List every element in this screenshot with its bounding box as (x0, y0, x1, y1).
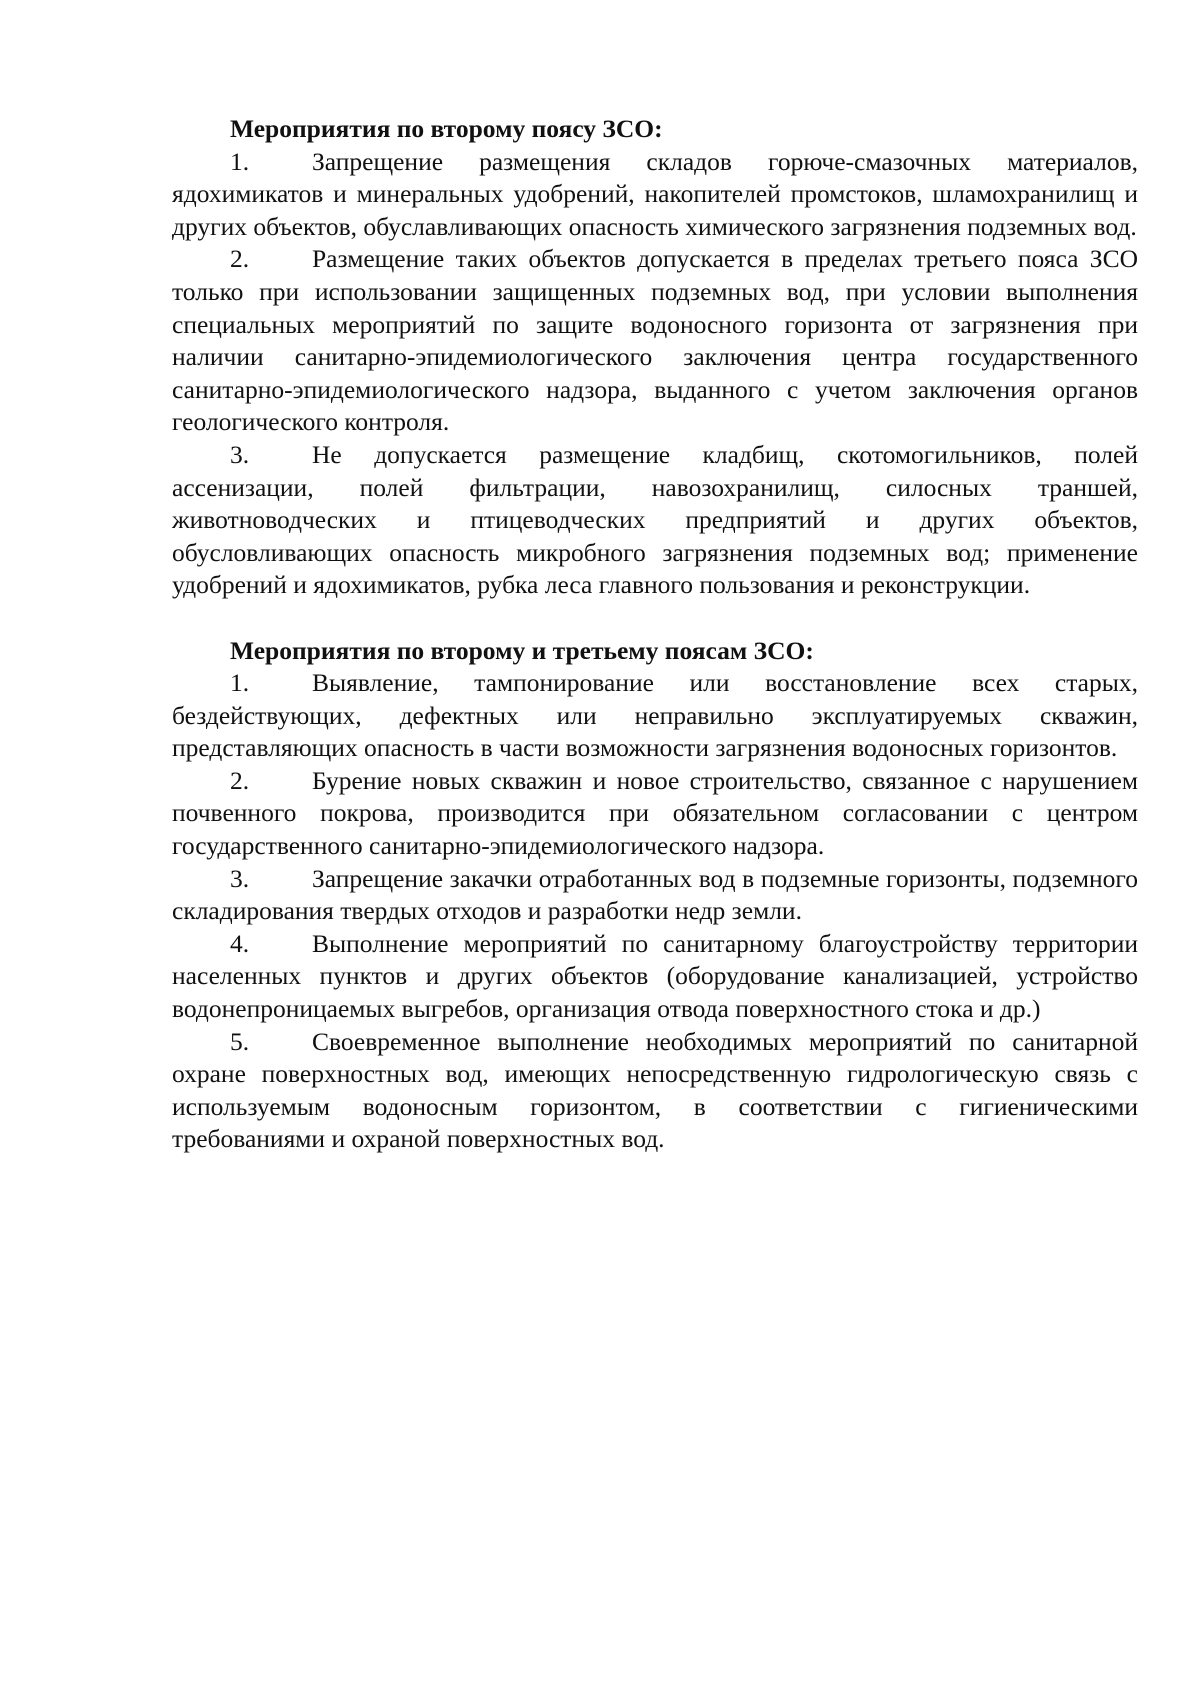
item-text: Выявление, тампонирование или восстановление всех старых, бездействующих, дефектных или неправильно эксплуатируемых скважин, представляющих опасность в части возможности загрязнения водоносных горизонтов. (172, 668, 1138, 763)
item-number: 1. (230, 146, 250, 176)
item-number: 5. (230, 1026, 250, 1056)
section-spacer (172, 602, 1138, 635)
section-second-third-belts (172, 635, 1138, 1157)
list-item (172, 243, 1138, 439)
item-text: Не допускается размещение кладбищ, скотомогильников, полей ассенизации, полей фильтрации, навозохранилищ, силосных траншей, животноводческих и птицеводческих предприятий и других объектов, обусловливающих опасность микробного загрязнения подземных вод; применение удобрений и ядохимикатов, рубка леса главного пользования и реконструкции. (172, 439, 1138, 600)
item-number: 1. (230, 668, 250, 698)
item-text: Своевременное выполнение необходимых мероприятий по санитарной охране поверхностных вод, имеющих непосредственную гидрологическую связь с используемым водоносным горизонтом, в соответствии с гигиеническими требованиями и охраной поверхностных вод. (172, 1026, 1138, 1154)
list-item (172, 146, 1138, 244)
list-item (172, 667, 1138, 765)
item-text: Запрещение закачки отработанных вод в подземные горизонты, подземного складирования твердых отходов и разработки недр земли. (172, 863, 1138, 926)
list-item (172, 863, 1138, 928)
item-text: Запрещение размещения складов горюче-смазочных материалов, ядохимикатов и минеральных удобрений, накопителей промстоков, шламохранилищ и других объектов, обуславливающих опасность химического загрязнения подземных вод. (172, 146, 1138, 241)
item-number: 3. (230, 863, 250, 893)
list-item (172, 765, 1138, 863)
list-item (172, 1026, 1138, 1156)
section-second-belt (172, 113, 1138, 602)
item-text: Размещение таких объектов допускается в пределах третьего пояса ЗСО только при использовании защищенных подземных вод, при условии выполнения специальных мероприятий по защите водоносного горизонта от загрязнения при наличии санитарно-эпидемиологического заключения центра государственного санитарно-эпидемиологического надзора, выданного с учетом заключения органов геологического контроля. (172, 244, 1138, 437)
section-heading: Мероприятия по второму и третьему поясам ЗСО: (230, 635, 814, 665)
item-text: Бурение новых скважин и новое строительство, связанное с нарушением почвенного покрова, производится при обязательном согласовании с центром государственного санитарно-эпидемиологического надзора. (172, 765, 1138, 861)
list-item (172, 928, 1138, 1026)
document-page (172, 113, 1138, 1156)
item-number: 4. (230, 928, 250, 958)
item-number: 3. (230, 439, 250, 469)
section-heading: Мероприятия по второму поясу ЗСО: (230, 114, 663, 143)
item-number: 2. (230, 765, 250, 795)
item-text: Выполнение мероприятий по санитарному благоустройству территории населенных пунктов и других объектов (оборудование канализацией, устройство водонепроницаемых выгребов, организация отвода поверхностного стока и др.) (172, 928, 1138, 1024)
item-number: 2. (230, 244, 250, 274)
list-item (172, 439, 1138, 602)
